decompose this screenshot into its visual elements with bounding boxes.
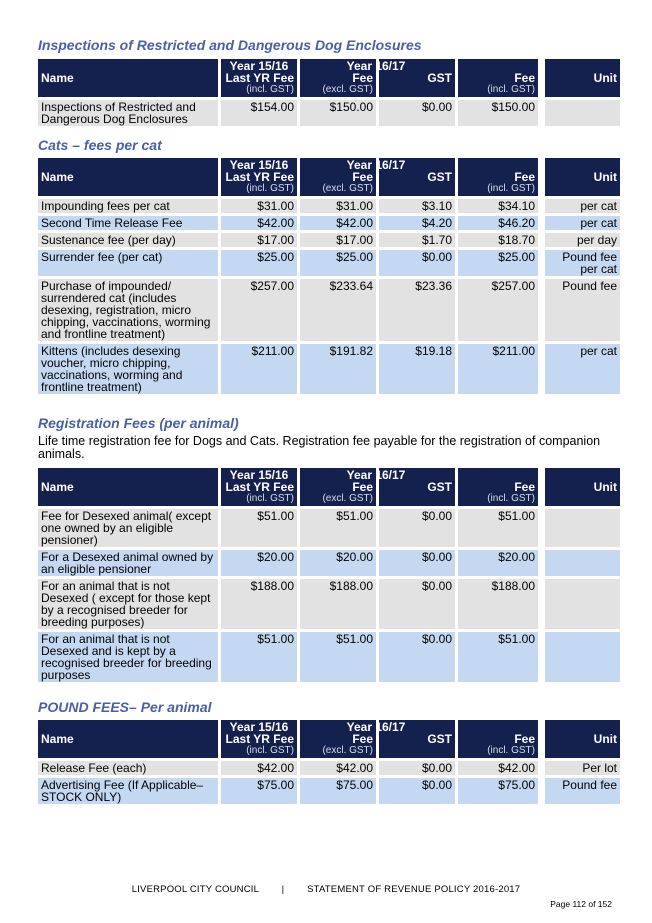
fee-unit: per day (545, 233, 620, 247)
last-yr-fee: $42.00 (221, 761, 297, 775)
header-year-prev: Year 15/16 (229, 720, 289, 734)
gst-amount: $0.00 (379, 100, 455, 126)
fee-name: Second Time Release Fee (38, 216, 218, 230)
fee-unit: Pound fee per cat (545, 250, 620, 276)
row-gap (541, 199, 542, 213)
header-year-prev: Year 15/16 (229, 59, 289, 73)
header-last-yr-fee (221, 468, 297, 506)
gst-amount: $0.00 (379, 778, 455, 804)
header-last-yr-fee (221, 158, 297, 196)
fee-unit (545, 100, 620, 126)
header-year-curr: Year 16/17 (346, 59, 406, 73)
last-yr-fee: $20.00 (221, 550, 297, 576)
header-incl-gst: (incl. GST) (246, 745, 294, 756)
last-yr-fee: $257.00 (221, 279, 297, 341)
table-row (38, 199, 620, 213)
fee-name: Surrender fee (per cat) (38, 250, 218, 276)
row-gap (541, 344, 542, 394)
fee-excl-gst: $25.00 (300, 250, 376, 276)
fee-excl-gst: $31.00 (300, 199, 376, 213)
fee-name: For a Desexed animal owned by an eligible pensioner (38, 550, 218, 576)
row-gap (541, 100, 542, 126)
table-row (38, 761, 620, 775)
header-gap (541, 59, 542, 97)
header-year-curr: Year 16/17 (346, 158, 406, 172)
header-incl-gst-2: (incl. GST) (487, 745, 535, 756)
header-fee-incl-label: Fee (514, 170, 535, 184)
header-excl-gst: (excl. GST) (322, 84, 373, 95)
header-fee-label: Fee (352, 732, 373, 746)
header-last-yr-label: Last YR Fee (225, 480, 294, 494)
fee-incl-gst: $211.00 (458, 344, 538, 394)
fee-incl-gst: $257.00 (458, 279, 538, 341)
header-fee-incl (458, 468, 538, 506)
fee-name: Impounding fees per cat (38, 199, 218, 213)
row-gap (541, 509, 542, 547)
fee-unit (545, 509, 620, 547)
last-yr-fee: $42.00 (221, 216, 297, 230)
last-yr-fee: $188.00 (221, 579, 297, 629)
header-excl-gst: (excl. GST) (322, 493, 373, 504)
last-yr-fee: $25.00 (221, 250, 297, 276)
table-row (38, 233, 620, 247)
table-row (38, 216, 620, 230)
fee-name: Release Fee (each) (38, 761, 218, 775)
header-name: Name (38, 158, 218, 196)
header-unit: Unit (545, 468, 620, 506)
header-fee-label: Fee (352, 71, 373, 85)
row-gap (541, 632, 542, 682)
table-row (38, 632, 620, 682)
fee-excl-gst: $191.82 (300, 344, 376, 394)
fee-unit: Pound fee (545, 778, 620, 804)
last-yr-fee: $154.00 (221, 100, 297, 126)
gst-amount: $23.36 (379, 279, 455, 341)
fee-excl-gst: $20.00 (300, 550, 376, 576)
footer-doc-title: STATEMENT OF REVENUE POLICY 2016-2017 (307, 884, 521, 895)
header-incl-gst-2: (incl. GST) (487, 183, 535, 194)
footer-org: LIVERPOOL CITY COUNCIL (131, 884, 259, 895)
row-gap (541, 279, 542, 341)
header-incl-gst: (incl. GST) (246, 183, 294, 194)
header-row (38, 720, 620, 758)
header-unit: Unit (545, 59, 620, 97)
header-fee-incl (458, 720, 538, 758)
header-year-curr: Year 16/17 (346, 720, 406, 734)
header-row (38, 468, 620, 506)
fee-excl-gst: $17.00 (300, 233, 376, 247)
fee-unit (545, 550, 620, 576)
section-title-pound-fees: POUND FEES– Per animal (38, 699, 212, 715)
fee-excl-gst: $51.00 (300, 509, 376, 547)
gst-amount: $4.20 (379, 216, 455, 230)
fee-unit: per cat (545, 199, 620, 213)
last-yr-fee: $51.00 (221, 509, 297, 547)
fee-unit (545, 632, 620, 682)
row-gap (541, 216, 542, 230)
page-footer (0, 884, 652, 895)
fee-excl-gst: $75.00 (300, 778, 376, 804)
header-gap (541, 468, 542, 506)
header-unit: Unit (545, 720, 620, 758)
table-row (38, 100, 620, 126)
row-gap (541, 250, 542, 276)
page-number: Page 112 of 152 (550, 899, 612, 909)
header-gst-label: GST (427, 732, 452, 746)
fee-incl-gst: $51.00 (458, 509, 538, 547)
header-incl-gst-2: (incl. GST) (487, 493, 535, 504)
header-name: Name (38, 59, 218, 97)
row-gap (541, 778, 542, 804)
header-year-prev: Year 15/16 (229, 158, 289, 172)
header-incl-gst-2: (incl. GST) (487, 84, 535, 95)
fee-excl-gst: $51.00 (300, 632, 376, 682)
last-yr-fee: $211.00 (221, 344, 297, 394)
fee-table-pound (35, 717, 623, 807)
fee-name: Sustenance fee (per day) (38, 233, 218, 247)
table-row (38, 509, 620, 547)
last-yr-fee: $17.00 (221, 233, 297, 247)
header-incl-gst: (incl. GST) (246, 493, 294, 504)
fee-incl-gst: $25.00 (458, 250, 538, 276)
header-fee-label: Fee (352, 170, 373, 184)
header-excl-gst: (excl. GST) (322, 183, 373, 194)
fee-incl-gst: $34.10 (458, 199, 538, 213)
row-gap (541, 579, 542, 629)
fee-incl-gst: $51.00 (458, 632, 538, 682)
last-yr-fee: $31.00 (221, 199, 297, 213)
fee-name: For an animal that is not Desexed and is kept by a recognised breeder for breeding purposes (38, 632, 218, 682)
fee-name: Fee for Desexed animal( except one owned by an eligible pensioner) (38, 509, 218, 547)
fee-name: For an animal that is not Desexed ( except for those kept by a recognised breeder for breeding purposes) (38, 579, 218, 629)
table-row (38, 279, 620, 341)
header-gst-label: GST (427, 480, 452, 494)
last-yr-fee: $75.00 (221, 778, 297, 804)
header-fee-incl-label: Fee (514, 732, 535, 746)
fee-name: Advertising Fee (If Applicable– STOCK ONLY) (38, 778, 218, 804)
fee-incl-gst: $20.00 (458, 550, 538, 576)
table-row (38, 250, 620, 276)
section-title-cats: Cats – fees per cat (38, 137, 162, 153)
header-last-yr-label: Last YR Fee (225, 732, 294, 746)
header-gap (541, 158, 542, 196)
fee-incl-gst: $75.00 (458, 778, 538, 804)
fee-incl-gst: $18.70 (458, 233, 538, 247)
row-gap (541, 233, 542, 247)
header-fee-incl-label: Fee (514, 71, 535, 85)
gst-amount: $0.00 (379, 761, 455, 775)
header-unit: Unit (545, 158, 620, 196)
fee-incl-gst: $188.00 (458, 579, 538, 629)
fee-table-cats (35, 155, 623, 397)
fee-excl-gst: $42.00 (300, 761, 376, 775)
header-year-curr: Year 16/17 (346, 468, 406, 482)
section-title-inspections: Inspections of Restricted and Dangerous Dog Enclosures (38, 37, 422, 53)
header-row (38, 59, 620, 97)
last-yr-fee: $51.00 (221, 632, 297, 682)
header-last-yr-label: Last YR Fee (225, 71, 294, 85)
gst-amount: $0.00 (379, 509, 455, 547)
fee-table-registration (35, 465, 623, 685)
header-gst-label: GST (427, 170, 452, 184)
fee-name: Inspections of Restricted and Dangerous Dog Enclosures (38, 100, 218, 126)
fee-name: Kittens (includes desexing voucher, micro chipping, vaccinations, worming and frontline treatment) (38, 344, 218, 394)
fee-table-inspections (35, 56, 623, 129)
header-year-prev: Year 15/16 (229, 468, 289, 482)
fee-unit: Pound fee (545, 279, 620, 341)
gst-amount: $19.18 (379, 344, 455, 394)
gst-amount: $3.10 (379, 199, 455, 213)
table-row (38, 579, 620, 629)
fee-incl-gst: $42.00 (458, 761, 538, 775)
gst-amount: $0.00 (379, 579, 455, 629)
header-fee-incl (458, 158, 538, 196)
header-last-yr-fee (221, 59, 297, 97)
row-gap (541, 550, 542, 576)
header-gst-label: GST (427, 71, 452, 85)
header-fee-label: Fee (352, 480, 373, 494)
header-fee-incl-label: Fee (514, 480, 535, 494)
table-row (38, 778, 620, 804)
fee-incl-gst: $46.20 (458, 216, 538, 230)
footer-separator: | (281, 884, 285, 895)
header-last-yr-fee (221, 720, 297, 758)
fee-excl-gst: $233.64 (300, 279, 376, 341)
header-last-yr-label: Last YR Fee (225, 170, 294, 184)
gst-amount: $0.00 (379, 250, 455, 276)
gst-amount: $0.00 (379, 632, 455, 682)
header-name: Name (38, 720, 218, 758)
fee-unit: per cat (545, 216, 620, 230)
header-incl-gst: (incl. GST) (246, 84, 294, 95)
fee-unit (545, 579, 620, 629)
fee-excl-gst: $188.00 (300, 579, 376, 629)
fee-unit: Per lot (545, 761, 620, 775)
header-row (38, 158, 620, 196)
fee-unit: per cat (545, 344, 620, 394)
registration-intro: Life time registration fee for Dogs and Cats. Registration fee payable for the registration of companion animals. (38, 434, 601, 461)
table-row (38, 550, 620, 576)
header-fee-incl (458, 59, 538, 97)
header-name: Name (38, 468, 218, 506)
table-row (38, 344, 620, 394)
fee-name: Purchase of impounded/ surrendered cat (includes desexing, registration, micro chipping, vaccinations, worming and frontline treatment) (38, 279, 218, 341)
fee-excl-gst: $42.00 (300, 216, 376, 230)
fee-incl-gst: $150.00 (458, 100, 538, 126)
fee-excl-gst: $150.00 (300, 100, 376, 126)
gst-amount: $1.70 (379, 233, 455, 247)
header-gap (541, 720, 542, 758)
section-title-registration: Registration Fees (per animal) (38, 415, 239, 431)
row-gap (541, 761, 542, 775)
gst-amount: $0.00 (379, 550, 455, 576)
header-excl-gst: (excl. GST) (322, 745, 373, 756)
